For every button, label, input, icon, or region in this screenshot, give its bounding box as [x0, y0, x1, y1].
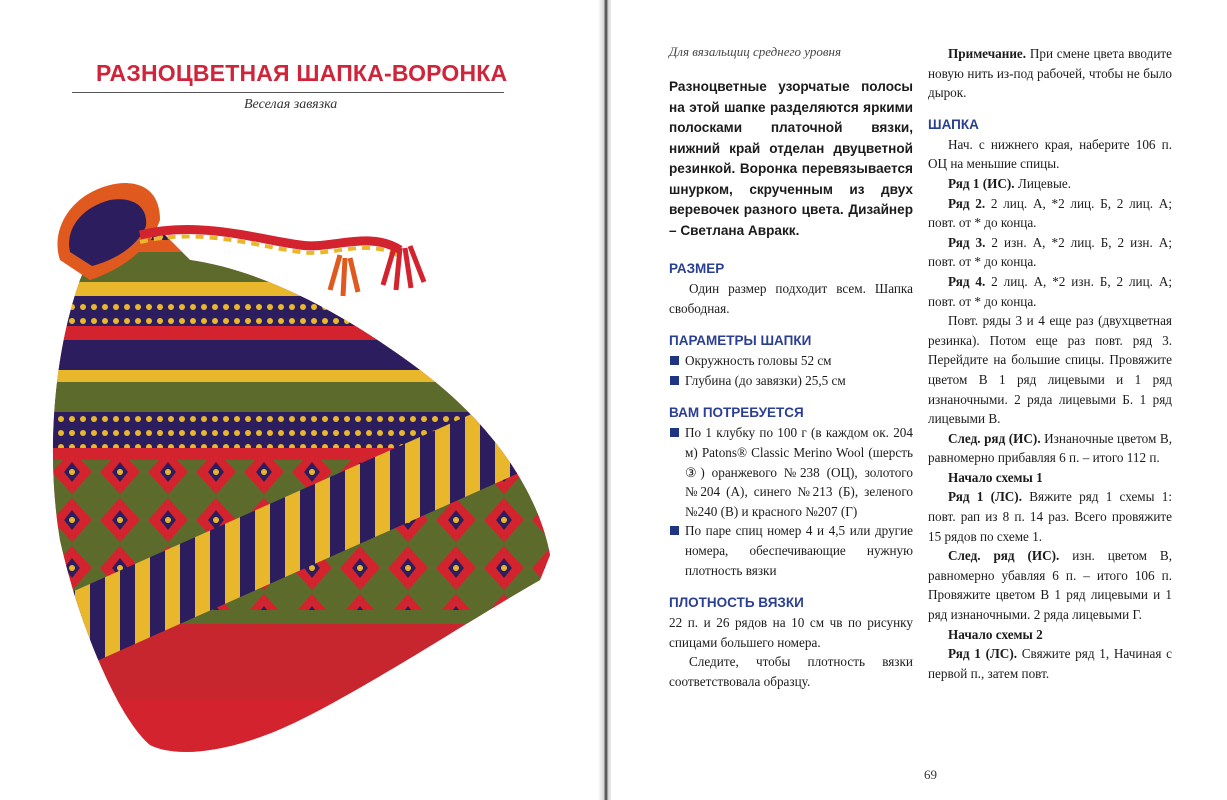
materials-item-text: По 1 клубку по 100 г (в каждом ок. 204 м) Patons® Classic Merino Wool (шерсть ③) оранжевого №238 (ОЦ), золотого №204 (А), синего №213 (Б), зеленого №240 (В) и красного №207 (Г): [685, 425, 913, 519]
article-subtitle: Веселая завязка: [244, 97, 338, 112]
params-item-text: Глубина (до завязки) 25,5 см: [685, 372, 846, 388]
intro-paragraph: Разноцветные узорчатые полосы на этой шапке разделяются яркими полосками платочной вязки, нижний край отделан двуцветной резинкой. Воронка перевязывается шнурком, скрученным из двух веревочек разного цвета. Дизайнер – Светлана Авракк.: [669, 79, 913, 238]
scheme-2-heading: Начало схемы 2: [948, 626, 1043, 642]
page-number: 69: [924, 767, 937, 782]
next-row-1-label: След. ряд (ИС).: [948, 430, 1041, 446]
gauge-heading: ПЛОТНОСТЬ ВЯЗКИ: [669, 595, 804, 611]
size-section: [669, 261, 913, 318]
note-label: Примечание.: [948, 46, 1027, 61]
params-heading: ПАРАМЕТРЫ ШАПКИ: [669, 333, 812, 349]
row-4: [928, 272, 1172, 311]
title-divider: [72, 92, 504, 93]
row-2-label: Ряд 2.: [948, 195, 986, 211]
repeat-paragraph: Повт. ряды 3 и 4 еще раз (двухцветная резинка). Потом еще раз повт. ряд 3. Перейдите на большие спицы. Провяжите цветом В 1 ряд лицевыми и 1 ряд изнаночными. 2 ряда лицевыми Б. 1 ряд лицевыми В.: [928, 313, 1172, 427]
materials-item: [669, 423, 913, 521]
size-heading: РАЗМЕР: [669, 261, 725, 276]
bullet-square-icon: [670, 428, 679, 437]
scheme-1-row-1-label: Ряд 1 (ЛС).: [948, 489, 1022, 505]
materials-item-text: По паре спиц номер 4 и 4,5 или другие номера, обеспечивающие нужную плотность вязки: [685, 523, 913, 578]
hat-start: Нач. с нижнего края, наберите 106 п. ОЦ на меньшие спицы.: [928, 136, 1172, 172]
note-text: При смене цвета вводите новую нить из-под рабочей, чтобы не было дырок.: [928, 46, 1172, 101]
scheme-2-row-1-label: Ряд 1 (ЛС).: [948, 646, 1018, 662]
row-3: [928, 233, 1172, 272]
gauge-text-2: Следите, чтобы плотность вязки соответствовала образцу.: [669, 654, 913, 689]
gauge-section: [669, 595, 913, 691]
materials-section: [669, 405, 913, 580]
knitted-hat-photo: [0, 160, 600, 770]
gauge-text: 22 п. и 26 рядов на 10 см чв по рисунку спицами большего номера.: [669, 615, 913, 650]
text-column-2: [928, 44, 1172, 683]
params-item: [669, 371, 913, 391]
row-1: [928, 174, 1172, 194]
scheme-1-heading: Начало схемы 1: [948, 469, 1043, 485]
row-1-text: Лицевые.: [1014, 175, 1072, 191]
params-item-text: Окружность головы 52 см: [685, 353, 832, 369]
row-2-text: 2 лиц. А, *2 лиц. Б, 2 лиц. А; повт. от * до конца.: [928, 195, 1172, 231]
next-row-2-label: След. ряд (ИС).: [948, 548, 1060, 564]
bullet-square-icon: [670, 526, 679, 535]
text-column-1: [669, 44, 913, 707]
note-paragraph: [928, 44, 1172, 103]
row-3-text: 2 изн. А, *2 лиц. Б, 2 изн. А; повт. от * до конца.: [928, 234, 1172, 270]
row-2: [928, 194, 1172, 233]
params-section: [669, 333, 913, 390]
scheme-1-row-1: [928, 487, 1172, 546]
scheme-2-row-1-text: Свяжите ряд 1, Начиная с первой п., затем повт.: [928, 646, 1173, 681]
skill-level: Для вязальщиц среднего уровня: [669, 44, 842, 59]
row-4-text: 2 лиц. А, *2 изн. Б, 2 лиц. А; повт. от * до конца.: [928, 273, 1173, 309]
bullet-square-icon: [670, 356, 679, 365]
row-4-label: Ряд 4.: [948, 273, 986, 289]
next-row-2: [928, 546, 1172, 624]
scheme-2-row-1: [928, 644, 1172, 683]
left-page: [0, 0, 605, 800]
materials-heading: ВАМ ПОТРЕБУЕТСЯ: [669, 405, 804, 421]
next-row-1: [928, 429, 1172, 468]
materials-item: [669, 521, 913, 580]
article-title: РАЗНОЦВЕТНАЯ ШАПКА-ВОРОНКА: [96, 60, 508, 86]
next-row-1-text: Изнаночные цветом В, равномерно прибавляя 6 п. – итого 112 п.: [928, 430, 1172, 466]
size-text: Один размер подходит всем. Шапка свободная.: [669, 281, 913, 316]
scheme-1-row-1-text: Вяжите ряд 1 схемы 1: повт. рап из 8 п. 14 раз. Всего провяжите 15 рядов по схеме 1.: [928, 489, 1172, 544]
row-3-label: Ряд 3.: [948, 234, 986, 250]
row-1-label: Ряд 1 (ИС).: [948, 175, 1015, 191]
next-row-2-text: изн. цветом В, равномерно убавляя 6 п. – итого 106 п. Провяжите цветом В 1 ряд лицевыми и 1 ряд изнаночными. 2 ряда лицевыми Г.: [928, 548, 1172, 623]
hat-heading: ШАПКА: [928, 116, 979, 132]
params-item: [669, 351, 913, 371]
bullet-square-icon: [670, 376, 679, 385]
